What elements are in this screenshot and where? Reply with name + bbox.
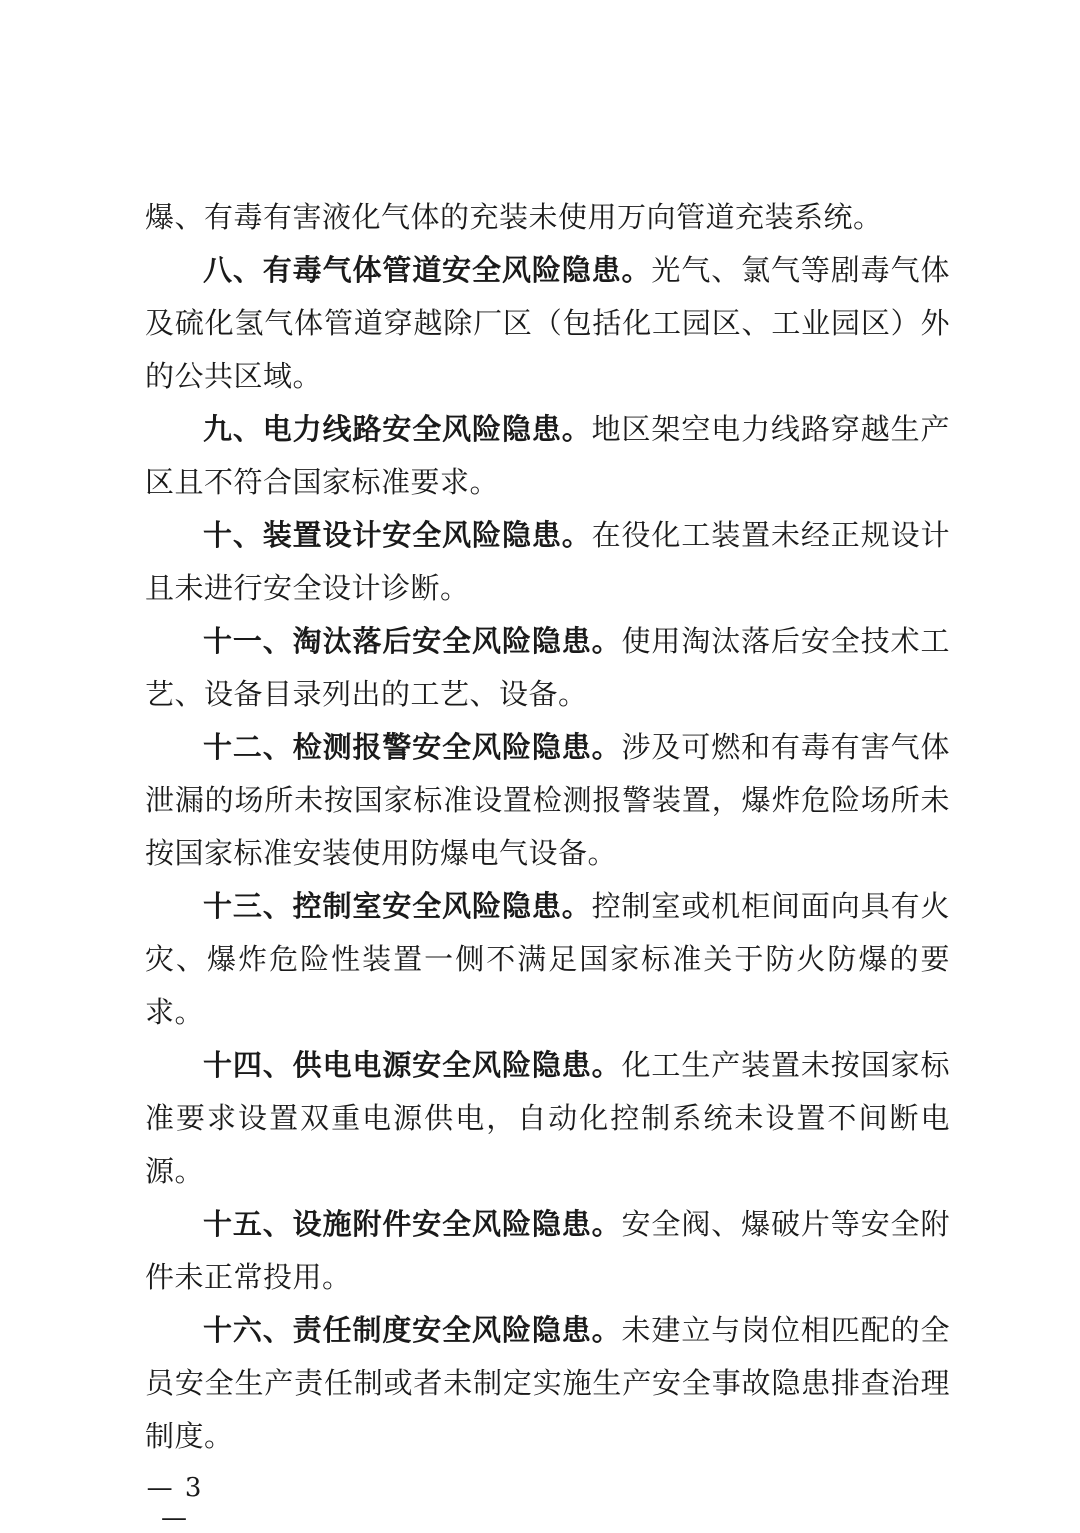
paragraph-text: 控制室或机柜间面向具有火灾、爆炸危险性装置一侧不满足国家标准关于防火防爆的要求。 <box>145 889 950 1029</box>
paragraph-item-12 <box>145 721 950 880</box>
paragraph-item-8 <box>145 244 950 403</box>
paragraph-continuation <box>145 191 950 244</box>
paragraph-text: 涉及可燃和有毒有害气体泄漏的场所未按国家标准设置检测报警装置，爆炸危险场所未按国家标准安装使用防爆电气设备。 <box>145 730 950 870</box>
paragraph-item-16 <box>145 1304 950 1463</box>
paragraph-text: 地区架空电力线路穿越生产区且不符合国家标准要求。 <box>145 412 950 499</box>
paragraph-item-14 <box>145 1039 950 1198</box>
paragraph-heading: 八、有毒气体管道安全风险隐患。 <box>203 253 652 287</box>
paragraph-text: 使用淘汰落后安全技术工艺、设备目录列出的工艺、设备。 <box>145 624 950 711</box>
paragraph-item-11 <box>145 615 950 721</box>
paragraph-heading: 十五、设施附件安全风险隐患。 <box>203 1207 622 1241</box>
paragraph-text: 化工生产装置未按国家标准要求设置双重电源供电，自动化控制系统未设置不间断电源。 <box>145 1048 950 1188</box>
paragraph-heading: 十三、控制室安全风险隐患。 <box>203 889 592 923</box>
paragraph-text: 爆、有毒有害液化气体的充装未使用万向管道充装系统。 <box>145 200 883 234</box>
paragraph-heading: 十一、淘汰落后安全风险隐患。 <box>203 624 622 658</box>
paragraph-text: 光气、氯气等剧毒气体及硫化氢气体管道穿越除厂区（包括化工园区、工业园区）外的公共区域。 <box>145 253 950 393</box>
page-number: — 3 — <box>146 1473 204 1533</box>
paragraph-item-10 <box>145 509 950 615</box>
paragraph-text: 安全阀、爆破片等安全附件未正常投用。 <box>145 1207 950 1294</box>
paragraph-item-9 <box>145 403 950 509</box>
paragraph-heading: 十、装置设计安全风险隐患。 <box>203 518 592 552</box>
paragraph-item-13 <box>145 880 950 1039</box>
paragraph-item-15 <box>145 1198 950 1304</box>
paragraph-heading: 十二、检测报警安全风险隐患。 <box>203 730 622 764</box>
paragraph-text: 未建立与岗位相匹配的全员安全生产责任制或者未制定实施生产安全事故隐患排查治理制度。 <box>145 1313 950 1453</box>
paragraph-text: 在役化工装置未经正规设计且未进行安全设计诊断。 <box>145 518 950 605</box>
paragraph-heading: 九、电力线路安全风险隐患。 <box>203 412 592 446</box>
paragraph-heading: 十四、供电电源安全风险隐患。 <box>203 1048 622 1082</box>
body-text <box>145 191 950 1463</box>
paragraph-heading: 十六、责任制度安全风险隐患。 <box>203 1313 622 1347</box>
